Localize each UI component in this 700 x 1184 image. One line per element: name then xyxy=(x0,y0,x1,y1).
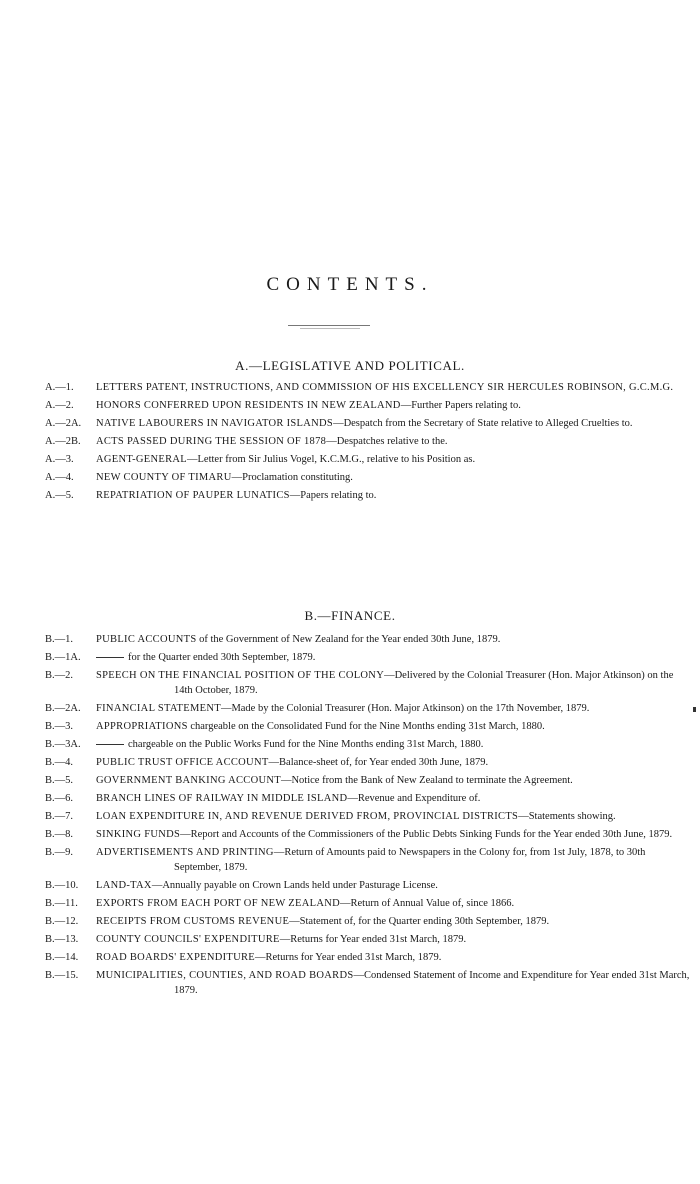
entry-code: A.—2A. xyxy=(45,418,82,429)
toc-entry xyxy=(0,632,700,647)
entry-description: —Proclamation constituting. xyxy=(231,472,353,483)
entry-description: —Revenue and Expenditure of. xyxy=(347,793,481,804)
toc-entry xyxy=(0,668,700,698)
entry-code: B.—14. xyxy=(45,952,79,963)
toc-entry xyxy=(0,896,700,911)
entry-description: —Letter from Sir Julius Vogel, K.C.M.G., relative to his Position as. xyxy=(187,454,476,465)
entry-code: B.—15. xyxy=(45,970,79,981)
entry-text xyxy=(96,968,694,998)
section-a-entries xyxy=(0,380,700,506)
entry-heading: LETTERS PATENT, INSTRUCTIONS, AND COMMISSION OF HIS EXCELLENCY SIR HERCULES ROBINSON, G.C.M.G. xyxy=(96,382,674,393)
entry-description: —Returns for Year ended 31st March, 1879. xyxy=(255,952,442,963)
entry-heading: GOVERNMENT BANKING ACCOUNT xyxy=(96,775,281,786)
entry-code: B.—1A. xyxy=(45,652,81,663)
entry-text xyxy=(96,434,694,449)
entry-code: B.—2. xyxy=(45,670,74,681)
entry-description: —Return of Annual Value of, since 1866. xyxy=(339,898,515,909)
toc-entry xyxy=(0,650,700,665)
section-b-heading: B.—FINANCE. xyxy=(304,608,396,623)
entry-heading: MUNICIPALITIES, COUNTIES, AND ROAD BOARDS xyxy=(96,970,354,981)
entry-text xyxy=(96,416,694,431)
entry-text xyxy=(96,878,694,893)
entry-text xyxy=(96,827,694,842)
ditto-dash xyxy=(96,744,124,745)
entry-code: B.—3A. xyxy=(45,739,81,750)
entry-description: —Delivered by the Colonial Treasurer (Hon. Major Atkinson) on the 14th October, 1879. xyxy=(174,670,674,696)
entry-text xyxy=(96,773,694,788)
entry-description: chargeable on the Consolidated Fund for the Nine Months ending 31st March, 1880. xyxy=(187,721,545,732)
entry-text xyxy=(96,809,694,824)
entry-description: of the Government of New Zealand for the Year ended 30th June, 1879. xyxy=(196,634,501,645)
entry-heading: REPATRIATION OF PAUPER LUNATICS xyxy=(96,490,290,501)
entry-code: A.—1. xyxy=(45,382,74,393)
entry-description: —Annually payable on Crown Lands held under Pasturage License. xyxy=(151,880,438,891)
entry-description: —Return of Amounts paid to Newspapers in the Colony for, from 1st July, 1878, to 30th September, 1879. xyxy=(174,847,646,873)
entry-text xyxy=(96,932,694,947)
entry-heading: FINANCIAL STATEMENT xyxy=(96,703,221,714)
entry-heading: HONORS CONFERRED UPON RESIDENTS IN NEW ZEALAND xyxy=(96,400,401,411)
entry-text xyxy=(96,701,694,716)
section-b-entries xyxy=(0,632,700,1001)
toc-entry xyxy=(0,701,700,716)
entry-code: B.—3. xyxy=(45,721,74,732)
entry-description: —Papers relating to. xyxy=(289,490,377,501)
entry-text xyxy=(96,380,694,395)
entry-code: A.—3. xyxy=(45,454,74,465)
toc-entry xyxy=(0,968,700,998)
entry-description: —Notice from the Bank of New Zealand to terminate the Agreement. xyxy=(280,775,573,786)
entry-heading: SPEECH ON THE FINANCIAL POSITION OF THE COLONY xyxy=(96,670,385,681)
entry-heading: EXPORTS FROM EACH PORT OF NEW ZEALAND xyxy=(96,898,340,909)
entry-description: chargeable on the Public Works Fund for the Nine Months ending 31st March, 1880. xyxy=(128,739,484,750)
entry-code: B.—10. xyxy=(45,880,79,891)
toc-entry xyxy=(0,470,700,485)
page-title: CONTENTS. xyxy=(266,274,434,295)
entry-text xyxy=(96,896,694,911)
toc-entry xyxy=(0,737,700,752)
entry-heading: ACTS PASSED DURING THE SESSION OF 1878 xyxy=(96,436,327,447)
entry-code: A.—4. xyxy=(45,472,74,483)
toc-entry xyxy=(0,950,700,965)
entry-heading: LOAN EXPENDITURE IN, AND REVENUE DERIVED FROM, PROVINCIAL DISTRICTS xyxy=(96,811,519,822)
toc-entry xyxy=(0,878,700,893)
entry-heading: NEW COUNTY OF TIMARU xyxy=(96,472,232,483)
entry-text xyxy=(96,650,694,665)
entry-code: B.—11. xyxy=(45,898,78,909)
entry-heading: PUBLIC TRUST OFFICE ACCOUNT xyxy=(96,757,269,768)
toc-entry xyxy=(0,773,700,788)
entry-description: —Despatches relative to the. xyxy=(326,436,448,447)
toc-entry xyxy=(0,932,700,947)
entry-description: —Report and Accounts of the Commissioners of the Public Debts Sinking Funds for the Year ended 30th June, 1879. xyxy=(180,829,673,840)
entry-heading: RECEIPTS FROM CUSTOMS REVENUE xyxy=(96,916,290,927)
toc-entry xyxy=(0,488,700,503)
margin-mark xyxy=(693,707,696,712)
ditto-dash xyxy=(96,657,124,658)
toc-entry xyxy=(0,434,700,449)
section-a-heading: A.—LEGISLATIVE AND POLITICAL. xyxy=(235,358,465,373)
entry-description: for the Quarter ended 30th September, 1879. xyxy=(128,652,316,663)
toc-entry xyxy=(0,416,700,431)
entry-text xyxy=(96,914,694,929)
entry-heading: NATIVE LABOURERS IN NAVIGATOR ISLANDS xyxy=(96,418,334,429)
entry-code: B.—12. xyxy=(45,916,79,927)
toc-entry xyxy=(0,827,700,842)
toc-entry xyxy=(0,755,700,770)
entry-code: A.—5. xyxy=(45,490,74,501)
entry-text xyxy=(96,719,694,734)
entry-text xyxy=(96,668,694,698)
entry-code: A.—2. xyxy=(45,400,74,411)
entry-heading: APPROPRIATIONS xyxy=(96,721,188,732)
entry-heading: ROAD BOARDS' EXPENDITURE xyxy=(96,952,256,963)
entry-heading: LAND-TAX xyxy=(96,880,152,891)
entry-description: —Further Papers relating to. xyxy=(400,400,521,411)
entry-text xyxy=(96,791,694,806)
entry-code: B.—7. xyxy=(45,811,74,822)
toc-entry xyxy=(0,914,700,929)
entry-code: B.—1. xyxy=(45,634,74,645)
entry-heading: ADVERTISEMENTS AND PRINTING xyxy=(96,847,274,858)
title-rule-secondary xyxy=(300,328,360,329)
toc-entry xyxy=(0,452,700,467)
entry-description: —Condensed Statement of Income and Expenditure for Year ended 31st March, 1879. xyxy=(174,970,690,996)
toc-entry xyxy=(0,791,700,806)
entry-text xyxy=(96,845,694,875)
entry-code: B.—6. xyxy=(45,793,74,804)
entry-text xyxy=(96,398,694,413)
entry-code: B.—2A. xyxy=(45,703,81,714)
entry-code: A.—2B. xyxy=(45,436,81,447)
entry-code: B.—13. xyxy=(45,934,79,945)
entry-text xyxy=(96,452,694,467)
toc-entry xyxy=(0,398,700,413)
entry-text xyxy=(96,755,694,770)
entry-heading: COUNTY COUNCILS' EXPENDITURE xyxy=(96,934,280,945)
title-rule xyxy=(288,325,370,326)
entry-text xyxy=(96,632,694,647)
entry-code: B.—9. xyxy=(45,847,74,858)
entry-description: —Made by the Colonial Treasurer (Hon. Major Atkinson) on the 17th November, 1879. xyxy=(220,703,590,714)
entry-heading: BRANCH LINES OF RAILWAY IN MIDDLE ISLAND xyxy=(96,793,348,804)
toc-entry xyxy=(0,719,700,734)
entry-text xyxy=(96,950,694,965)
entry-text xyxy=(96,488,694,503)
entry-code: B.—4. xyxy=(45,757,74,768)
toc-entry xyxy=(0,845,700,875)
entry-description: —Balance-sheet of, for Year ended 30th June, 1879. xyxy=(268,757,489,768)
toc-entry xyxy=(0,380,700,395)
entry-text xyxy=(96,737,694,752)
entry-heading: PUBLIC ACCOUNTS xyxy=(96,634,197,645)
entry-description: —Despatch from the Secretary of State relative to Alleged Cruelties to. xyxy=(333,418,633,429)
toc-entry xyxy=(0,809,700,824)
entry-code: B.—5. xyxy=(45,775,74,786)
entry-heading: SINKING FUNDS xyxy=(96,829,181,840)
entry-code: B.—8. xyxy=(45,829,74,840)
entry-text xyxy=(96,470,694,485)
entry-description: —Statement of, for the Quarter ending 30th September, 1879. xyxy=(289,916,550,927)
entry-heading: AGENT-GENERAL xyxy=(96,454,188,465)
entry-description: —Returns for Year ended 31st March, 1879. xyxy=(279,934,467,945)
entry-description: —Statements showing. xyxy=(518,811,616,822)
